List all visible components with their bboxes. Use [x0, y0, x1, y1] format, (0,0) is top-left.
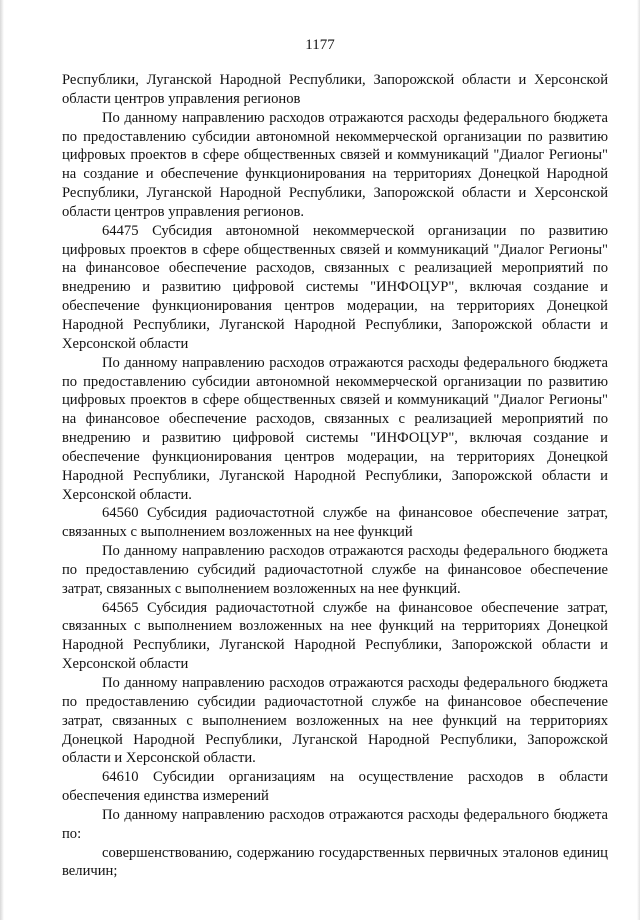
page-number: 1177 [305, 37, 335, 53]
paragraph-list-item: совершенствованию, содержанию государственных первичных эталонов единиц величин; [62, 844, 608, 880]
paragraph-continuation: Республики, Луганской Народной Республики, Запорожской области и Херсонской области центров управления регионов [62, 72, 608, 107]
paragraph-code-64610: 64610 Субсидии организациям на осуществление расходов в области обеспечения единства измерений [62, 769, 608, 805]
paragraph-description: По данному направлению расходов отражаются расходы федерального бюджета по предоставлению субсидии радиочастотной службе на финансовое обеспечение затрат, связанных с выполнением возложенных на нее функций на территориях Донецкой Народной Республики, Луганской Народной Республики, Запорожской области и Херсонской области. [62, 675, 608, 767]
paragraph-description: По данному направлению расходов отражаются расходы федерального бюджета по предоставлению субсидии автономной некоммерческой организации по развитию цифровых проектов в сфере общественных связей и коммуникаций "Диалог Регионы" на финансовое обеспечение расходов, связанных с реализацией мероприятий по внедрению и развитию цифровой системы "ИНФОЦУР", включая создание и обеспечение функционирования центров модерации, на территориях Донецкой Народной Республики, Луганской Народной Республики, Запорожской области и Херсонской области. [62, 354, 608, 503]
paragraph-code-64565: 64565 Субсидия радиочастотной службе на финансовое обеспечение затрат, связанных с выполнением возложенных на нее функций на территориях Донецкой Народной Республики, Луганской Народной Республики, Запорожской области и Херсонской области [62, 599, 608, 673]
scan-edge-left [0, 0, 4, 920]
paragraph-code-64475: 64475 Субсидия автономной некоммерческой организации по развитию цифровых проектов в сфере общественных связей и коммуникаций "Диалог Регионы" на финансовое обеспечение расходов, связанных с реализацией мероприятий по внедрению и развитию цифровой системы "ИНФОЦУР", включая создание и обеспечение функционирования центров модерации, на территориях Донецкой Народной Республики, Луганской Народной Республики, Запорожской области и Херсонской области [62, 222, 608, 352]
paragraph-code-64560: 64560 Субсидия радиочастотной службе на финансовое обеспечение затрат, связанных с выполнением возложенных на нее функций [62, 505, 608, 541]
paragraph-description: По данному направлению расходов отражаются расходы федерального бюджета по: [62, 806, 608, 842]
paragraph-description: По данному направлению расходов отражаются расходы федерального бюджета по предоставлению субсидий радиочастотной службе на финансовое обеспечение затрат, связанных с выполнением возложенных на нее функций. [62, 543, 608, 597]
document-body [62, 71, 608, 881]
paragraph-description: По данному направлению расходов отражаются расходы федерального бюджета по предоставлению субсидии автономной некоммерческой организации по развитию цифровых проектов в сфере общественных связей и коммуникаций "Диалог Регионы" на создание и обеспечение функционирования на территориях Донецкой Народной Республики, Луганской Народной Республики, Запорожской области и Херсонской области центров управления регионов. [62, 109, 608, 220]
